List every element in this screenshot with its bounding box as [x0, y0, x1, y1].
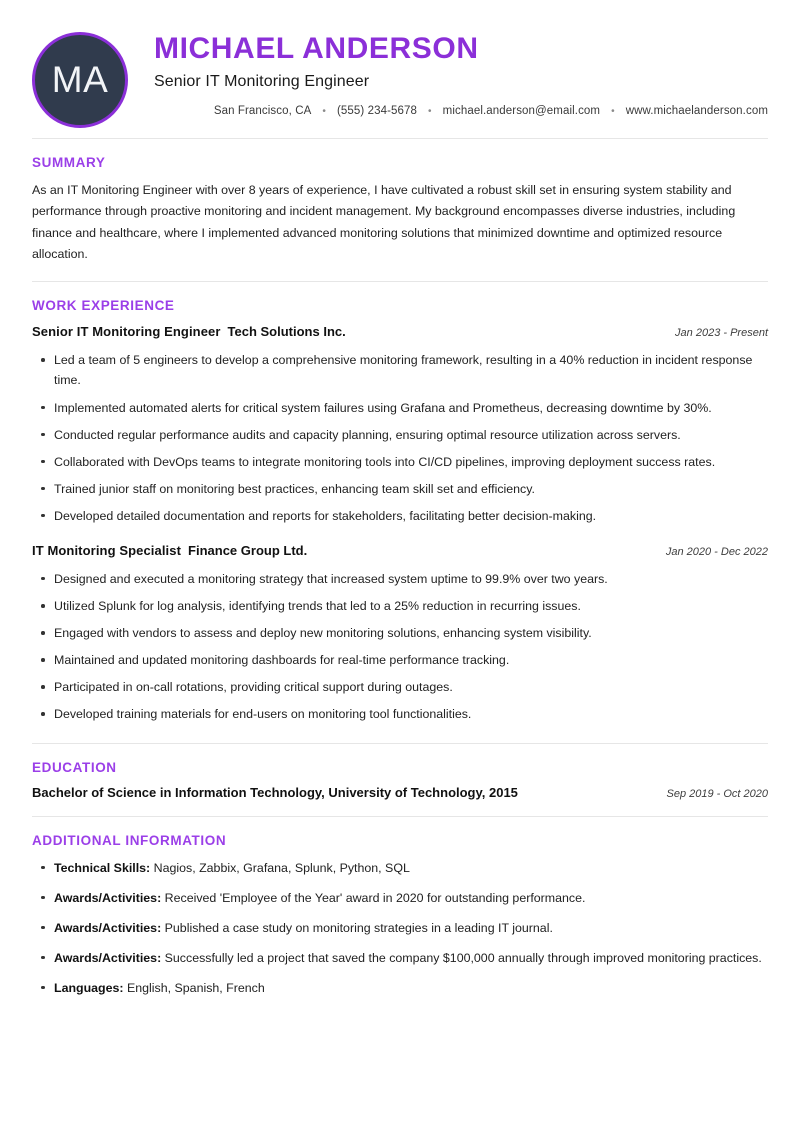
summary-body — [32, 180, 768, 281]
job-bullet: Developed detailed documentation and reports for stakeholders, facilitating better decision-making. — [32, 506, 768, 526]
info-value: English, Spanish, French — [127, 980, 265, 995]
additional-information-list — [32, 858, 768, 998]
job-entry — [32, 323, 768, 526]
job-bullet: Engaged with vendors to assess and deploy new monitoring solutions, enhancing system visibility. — [32, 623, 768, 643]
section-heading-summary: SUMMARY — [32, 155, 106, 170]
job-bullet: Maintained and updated monitoring dashboards for real-time performance tracking. — [32, 650, 768, 670]
job-title: Senior IT Monitoring Engineer — [32, 324, 221, 340]
info-label: Awards/Activities: — [54, 890, 162, 905]
header-text-block — [134, 28, 768, 117]
section-heading-additional-information: ADDITIONAL INFORMATION — [32, 832, 227, 848]
job-company: Tech Solutions Inc. — [227, 324, 346, 340]
section-summary — [32, 139, 768, 281]
contact-separator-icon: • — [428, 105, 432, 117]
contact-website[interactable]: www.michaelanderson.com — [625, 105, 768, 117]
job-title-company — [32, 323, 346, 341]
contact-separator-icon: • — [322, 105, 326, 117]
info-value: Nagios, Zabbix, Grafana, Splunk, Python, SQL — [153, 860, 410, 875]
job-bullet: Developed training materials for end-users on monitoring tool functionalities. — [32, 704, 768, 724]
section-heading-work-experience: WORK EXPERIENCE — [32, 298, 175, 314]
info-label: Languages: — [54, 980, 124, 995]
job-bullet-list — [32, 350, 768, 526]
resume-header — [32, 0, 768, 138]
info-label: Awards/Activities: — [54, 950, 162, 965]
work-experience-body — [32, 323, 768, 742]
summary-text: As an IT Monitoring Engineer with over 8 years of experience, I have cultivated a robust skill set in ensuring system stability and performance through proactive monitoring and incident management. My background encompasses diverse industries, including finance and healthcare, where I implemented advanced monitoring solutions that minimized downtime and optimized resource allocation. — [32, 183, 736, 261]
section-work-experience — [32, 282, 768, 742]
contact-phone: (555) 234-5678 — [337, 105, 418, 117]
job-dates: Jan 2023 - Present — [675, 327, 768, 340]
info-label: Awards/Activities: — [54, 920, 162, 935]
avatar: MA — [32, 32, 128, 128]
job-bullet: Trained junior staff on monitoring best practices, enhancing team skill set and efficiency. — [32, 479, 768, 499]
contact-separator-icon: • — [611, 105, 615, 117]
job-bullet: Implemented automated alerts for critical system failures using Grafana and Prometheus, decreasing downtime by 30%. — [32, 398, 768, 418]
job-bullet: Utilized Splunk for log analysis, identifying trends that led to a 25% reduction in recurring issues. — [32, 596, 768, 616]
additional-information-body — [32, 858, 768, 1014]
info-value: Published a case study on monitoring strategies in a leading IT journal. — [164, 920, 553, 935]
education-entry — [32, 785, 768, 800]
job-title: IT Monitoring Specialist — [32, 542, 182, 558]
job-bullet: Led a team of 5 engineers to develop a comprehensive monitoring framework, resulting in a 40% reduction in incident response time. — [32, 350, 768, 390]
section-additional-information — [32, 817, 768, 1014]
job-bullet: Collaborated with DevOps teams to integrate monitoring tools into CI/CD pipelines, improving deployment success rates. — [32, 452, 768, 472]
job-bullet: Participated in on-call rotations, providing critical support during outages. — [32, 677, 768, 697]
list-item — [32, 888, 768, 908]
section-education — [32, 744, 768, 816]
education-degree: Bachelor of Science in Information Technology, University of Technology, 2015 — [32, 784, 518, 800]
candidate-name: MICHAEL ANDERSON — [154, 32, 479, 65]
education-dates: Sep 2019 - Oct 2020 — [666, 787, 768, 800]
list-item — [32, 918, 768, 938]
list-item — [32, 858, 768, 878]
job-bullet: Designed and executed a monitoring strategy that increased system uptime to 99.9% over two years. — [32, 569, 768, 589]
job-header — [32, 542, 768, 560]
info-value: Successfully led a project that saved the company $100,000 annually through improved monitoring practices. — [164, 950, 762, 965]
avatar-container — [32, 28, 134, 128]
info-value: Received 'Employee of the Year' award in 2020 for outstanding performance. — [164, 890, 586, 905]
job-header — [32, 323, 768, 341]
job-bullet-list — [32, 569, 768, 725]
list-item — [32, 978, 768, 998]
job-bullet: Conducted regular performance audits and capacity planning, ensuring optimal resource utilization across servers. — [32, 425, 768, 445]
section-heading-education: EDUCATION — [32, 759, 117, 775]
job-entry — [32, 542, 768, 725]
contact-info — [154, 105, 768, 117]
job-title-company — [32, 542, 307, 560]
candidate-job-title: Senior IT Monitoring Engineer — [154, 73, 370, 90]
list-item — [32, 948, 768, 968]
job-company: Finance Group Ltd. — [188, 542, 308, 558]
contact-email[interactable]: michael.anderson@email.com — [442, 105, 601, 117]
education-body — [32, 785, 768, 816]
job-dates: Jan 2020 - Dec 2022 — [665, 545, 768, 558]
contact-location: San Francisco, CA — [213, 105, 312, 117]
info-label: Technical Skills: — [54, 860, 151, 875]
